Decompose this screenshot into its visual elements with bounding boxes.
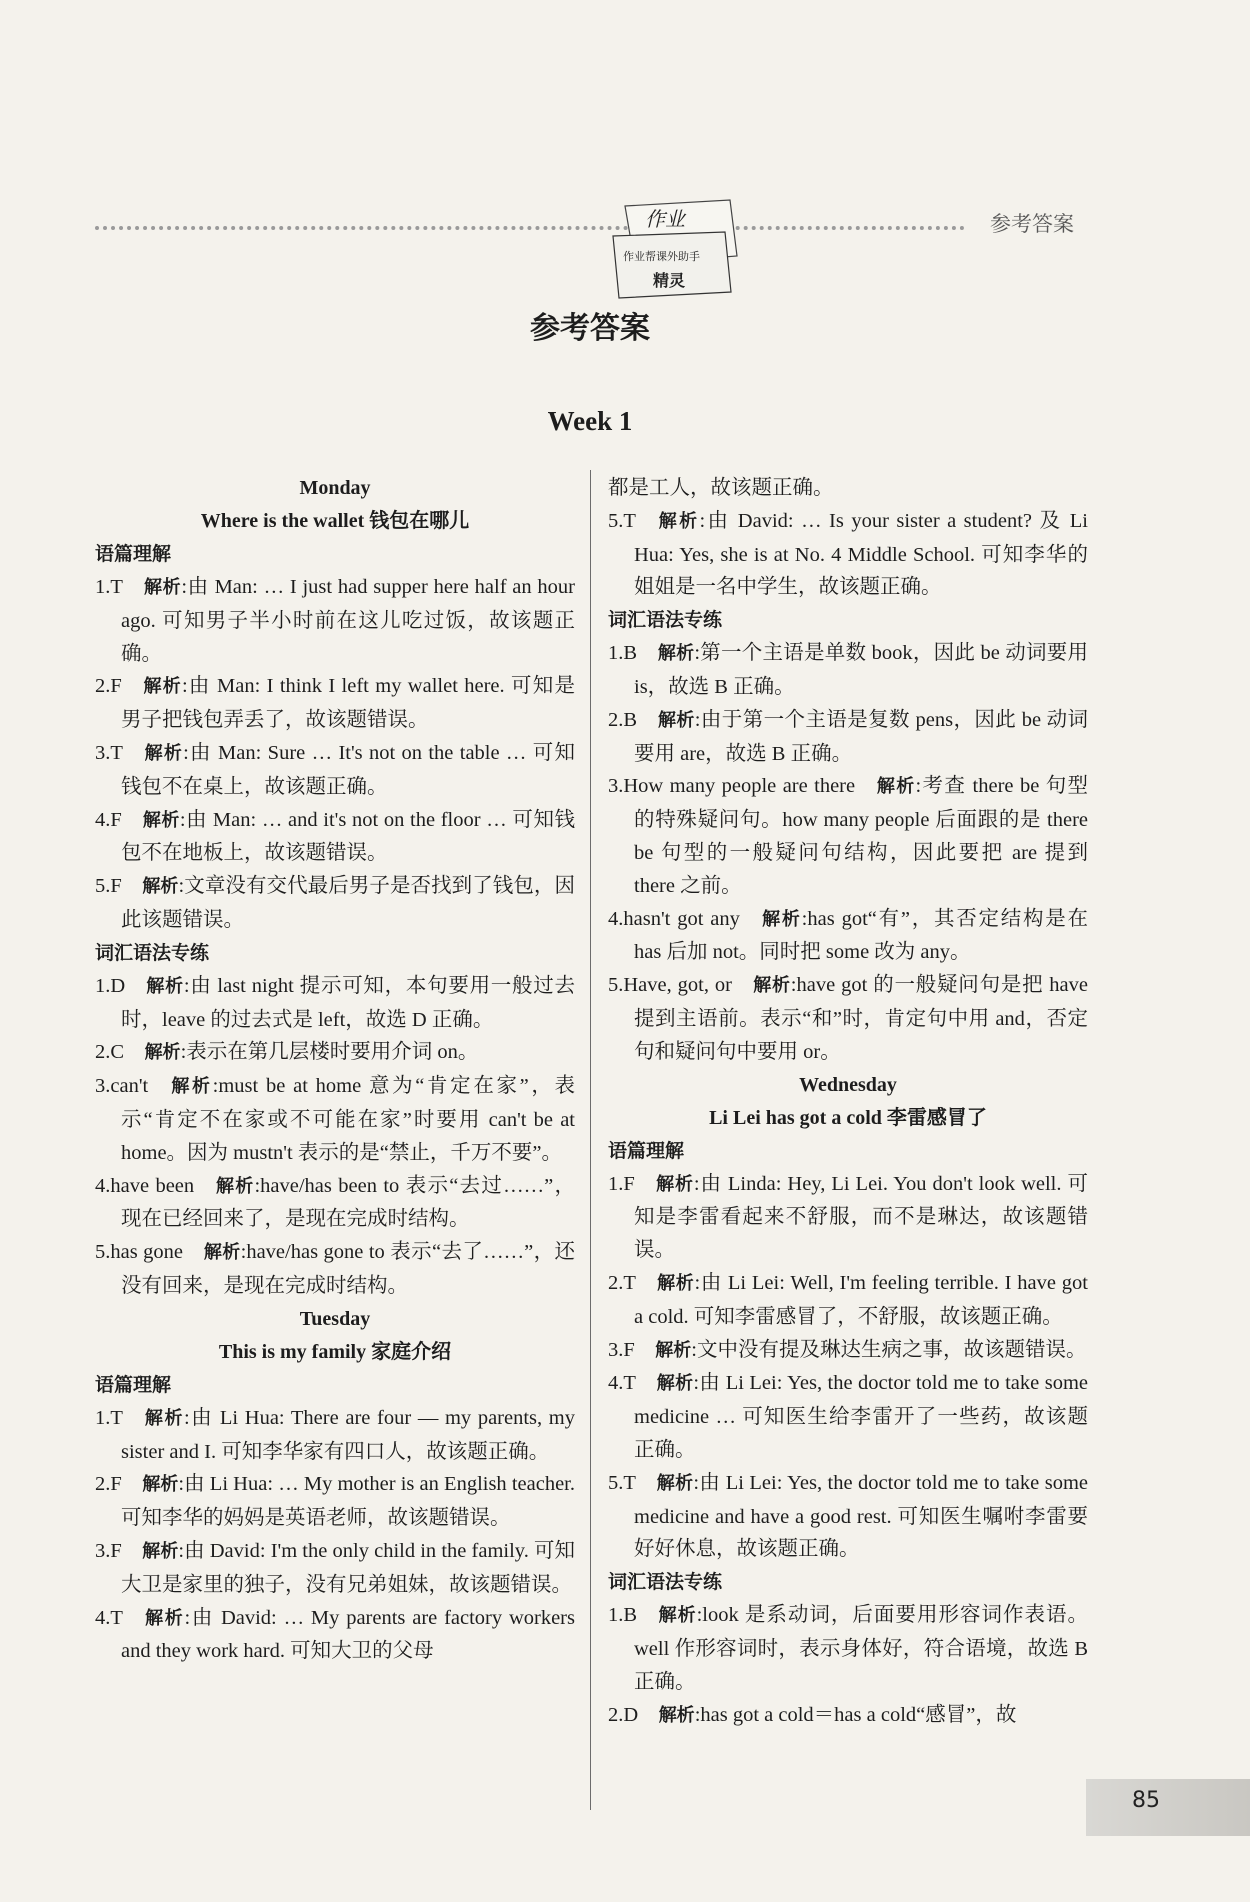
explanation-label: 解析 (142, 809, 180, 831)
answer-key: 4.F (95, 808, 122, 831)
answer-item (608, 1467, 1088, 1566)
explanation-label: 解析 (142, 1474, 179, 1496)
explanation-label: 解析 (142, 876, 179, 898)
explanation-text: :look 是系动词，后面要用形容词作表语。well 作形容词时，表示身体好，符合语境，故选 B 正确。 (634, 1604, 1089, 1693)
answer-item (95, 1070, 575, 1169)
page-number: 85 (1132, 1788, 1160, 1813)
explanation-text: :由 Li Lei: Yes, the doctor told me to take some medicine … 可知医生给李雷开了一些药，故该题正确。 (634, 1372, 1088, 1461)
explanation-label: 解析 (656, 510, 700, 532)
explanation-label: 解析 (657, 709, 695, 731)
explanation-label: 解析 (145, 975, 184, 997)
answer-key: 2.F (95, 1473, 122, 1496)
answer-item (95, 1468, 575, 1535)
answer-key: 5.T (608, 1471, 636, 1494)
answer-item (608, 1267, 1088, 1334)
left-column (95, 472, 575, 1668)
answer-key: 3.T (95, 741, 123, 764)
explanation-label: 解析 (214, 1175, 255, 1197)
answer-item (608, 704, 1088, 771)
day-heading-wednesday: Wednesday (799, 1073, 897, 1096)
answer-item (95, 670, 575, 737)
explanation-text: :由 Man: … and it's not on the floor … 可知钱包不在地板上，故该题错误。 (121, 808, 576, 865)
day-heading-tuesday: Tuesday (299, 1307, 371, 1330)
explanation-label: 解析 (875, 776, 916, 798)
explanation-label: 解析 (760, 908, 802, 930)
section-heading: 语篇理解 (95, 543, 172, 565)
explanation-text: :第一个主语是单数 book，因此 be 动词要用 is，故选 B 正确。 (634, 642, 1089, 698)
explanation-text: :由 Linda: Hey, Li Lei. You don't look well. 可知是李雷看起来不舒服，而不是琳达，故该题错误。 (634, 1172, 1089, 1262)
answer-key: 1.B (608, 642, 638, 665)
answer-key: 5.has gone (95, 1241, 184, 1264)
answer-item (95, 1402, 575, 1469)
explanation-text: :由 Li Hua: There are four — my parents, my sister and I. 可知李华家有四口人，故该题正确。 (121, 1406, 575, 1463)
answer-item (608, 903, 1088, 970)
continued-text: 都是工人，故该题正确。 (608, 477, 834, 499)
lesson-title-wednesday: Li Lei has got a cold 李雷感冒了 (709, 1106, 987, 1129)
explanation-text: :由 David: … My parents are factory workers and they work hard. 可知大卫的父母 (121, 1606, 575, 1663)
explanation-label: 解析 (656, 1272, 695, 1294)
answer-item (608, 637, 1088, 704)
answer-list (608, 505, 1088, 604)
explanation-text: :由 Li Lei: Well, I'm feeling terrible. I have got a cold. 可知李雷感冒了，不舒服，故该题正确。 (634, 1271, 1089, 1328)
explanation-label: 解析 (143, 577, 182, 598)
answer-key: 1.T (95, 1406, 123, 1429)
explanation-label: 解析 (657, 643, 695, 665)
header-dotted-rule (95, 226, 965, 230)
explanation-text: :表示在第几层楼时要用介词 on。 (180, 1041, 479, 1064)
explanation-text: :由 Man: I think I left my wallet here. 可知是男子把钱包弄丢了，故该题错误。 (121, 675, 575, 732)
section-heading: 语篇理解 (608, 1139, 685, 1162)
answer-key: 2.F (95, 675, 122, 698)
explanation-label: 解析 (203, 1242, 241, 1264)
section-heading: 词汇语法专练 (608, 1571, 723, 1594)
answer-key: 3.can't (95, 1075, 149, 1098)
explanation-label: 解析 (655, 1173, 694, 1195)
right-column (608, 472, 1088, 1732)
explanation-text: :文章没有交代最后男子是否找到了钱包，因此该题错误。 (121, 875, 576, 931)
answer-key: 4.T (95, 1606, 123, 1629)
answer-item (95, 804, 575, 871)
explanation-text: :have/has gone to 表示“去了……”，还没有回来，是现在完成时结构。 (121, 1241, 575, 1297)
explanation-label: 解析 (142, 1540, 179, 1562)
page-title: 参考答案 (530, 311, 650, 346)
answer-list (608, 1599, 1088, 1732)
explanation-text: :由于第一个主语是复数 pens，因此 be 动词要用 are，故选 B 正确。 (634, 708, 1088, 765)
explanation-text: :由 last night 提示可知，本句要用一般过去时，leave 的过去式是 left，故选 D 正确。 (121, 974, 576, 1031)
svg-text:作业帮课外助手: 作业帮课外助手 (623, 250, 700, 263)
svg-text:精灵: 精灵 (653, 271, 686, 290)
answer-key: 1.T (95, 576, 123, 598)
answer-key: 3.F (608, 1338, 635, 1361)
explanation-label: 解析 (144, 1042, 181, 1064)
answer-key: 5.T (608, 509, 636, 532)
answer-item (95, 1170, 575, 1237)
explanation-label: 解析 (143, 1607, 185, 1629)
answer-key: 2.B (608, 708, 638, 731)
answer-item (608, 1334, 1088, 1368)
answer-item (95, 571, 575, 670)
answer-item (95, 970, 575, 1037)
explanation-label: 解析 (752, 975, 791, 997)
section-heading: 语篇理解 (95, 1373, 172, 1396)
explanation-label: 解析 (168, 1076, 213, 1098)
answer-item (608, 1599, 1088, 1698)
answer-key: 2.C (95, 1041, 125, 1064)
answer-list (95, 970, 575, 1303)
explanation-text: :考查 there be 句型的特殊疑问句。how many people 后面跟的是 there be 句型的一般疑问句结构，因此要把 are 提到 there 之前。 (634, 775, 1089, 897)
answer-key: 2.D (608, 1703, 639, 1726)
answer-item (608, 1168, 1088, 1267)
explanation-text: :have got 的一般疑问句是把 have 提到主语前。表示“和”时，肯定句中用 and，否定句和疑问句中要用 or。 (634, 974, 1088, 1063)
explanation-label: 解析 (658, 1704, 695, 1726)
explanation-text: :have/has been to 表示“去过……”，现在已经回来了，是现在完成时结构。 (121, 1174, 575, 1231)
answer-item (95, 1036, 575, 1070)
answer-key: 1.B (608, 1604, 638, 1627)
answer-item (95, 1535, 575, 1602)
answer-item (608, 505, 1088, 604)
explanation-text: :由 Man: … I just had supper here half an hour ago. 可知男子半小时前在这儿吃过饭，故该题正确。 (121, 576, 575, 665)
explanation-label: 解析 (142, 676, 182, 698)
answer-key: 4.T (608, 1372, 636, 1395)
explanation-text: :由 Li Lei: Yes, the doctor told me to take some medicine and have a good rest. 可知医生嘱咐李雷要好好休息，故该题正确。 (634, 1471, 1088, 1561)
explanation-text: :文中没有提及琳达生病之事，故该题错误。 (691, 1338, 1087, 1361)
explanation-label: 解析 (656, 1472, 694, 1494)
answer-key: 5.F (95, 875, 122, 898)
day-heading-monday: Monday (299, 477, 371, 499)
answer-key: 4.have been (95, 1174, 195, 1197)
answer-key: 4.hasn't got any (608, 907, 740, 930)
answer-list (608, 1168, 1088, 1567)
answer-item (608, 1699, 1088, 1733)
lesson-title-monday: Where is the wallet 钱包在哪儿 (200, 510, 470, 532)
answer-item (95, 870, 575, 937)
lesson-title-tuesday: This is my family 家庭介绍 (218, 1340, 452, 1363)
answer-key: 5.Have, got, or (608, 974, 732, 997)
explanation-text: :由 David: … Is your sister a student? 及 Li Hua: Yes, she is at No. 4 Middle School. 可知李华的姐姐是一名中学生，故该题正确。 (634, 509, 1089, 599)
explanation-text: :由 Man: Sure … It's not on the table … 可知钱包不在桌上，故该题正确。 (121, 741, 576, 798)
answer-item (608, 969, 1088, 1068)
explanation-text: :has got“有”，其否定结构是在 has 后加 not。同时把 some 改为 any。 (634, 907, 1089, 964)
page-number-tab (1086, 1779, 1250, 1836)
answer-key: 3.F (95, 1539, 122, 1562)
stamp-logo (605, 196, 745, 304)
answer-item (95, 737, 575, 804)
answer-list (608, 637, 1088, 1068)
answer-key: 1.F (608, 1172, 635, 1195)
explanation-label: 解析 (657, 1605, 697, 1627)
explanation-label: 解析 (143, 1407, 184, 1429)
column-divider (590, 470, 591, 1810)
section-heading: 词汇语法专练 (608, 609, 723, 632)
answer-item (95, 1236, 575, 1303)
answer-item (608, 1367, 1088, 1466)
answer-key: 2.T (608, 1271, 636, 1294)
week-heading: Week 1 (547, 406, 633, 436)
explanation-label: 解析 (143, 742, 184, 764)
explanation-label: 解析 (656, 1373, 694, 1395)
answer-key: 1.D (95, 974, 126, 997)
header-section-label: 参考答案 (990, 212, 1074, 236)
explanation-text: :must be at home 意为“肯定在家”，表示“肯定不在家或不可能在家”时要用 can't be at home。因为 mustn't 表示的是“禁止，千万不要”。 (121, 1075, 575, 1164)
explanation-text: :由 Li Hua: … My mother is an English teacher. 可知李华的妈妈是英语老师，故该题错误。 (121, 1473, 576, 1530)
explanation-label: 解析 (655, 1339, 692, 1361)
answer-item (608, 770, 1088, 902)
svg-text:作业: 作业 (645, 207, 685, 231)
explanation-text: :has got a cold＝has a cold“感冒”，故 (694, 1703, 1017, 1726)
section-heading: 词汇语法专练 (95, 941, 210, 964)
answer-key: 3.How many people are there (608, 775, 856, 798)
answer-list (95, 571, 575, 937)
explanation-text: :由 David: I'm the only child in the family. 可知大卫是家里的独子，没有兄弟姐妹，故该题错误。 (121, 1539, 576, 1596)
answer-list (95, 1402, 575, 1668)
answer-item (95, 1602, 575, 1669)
